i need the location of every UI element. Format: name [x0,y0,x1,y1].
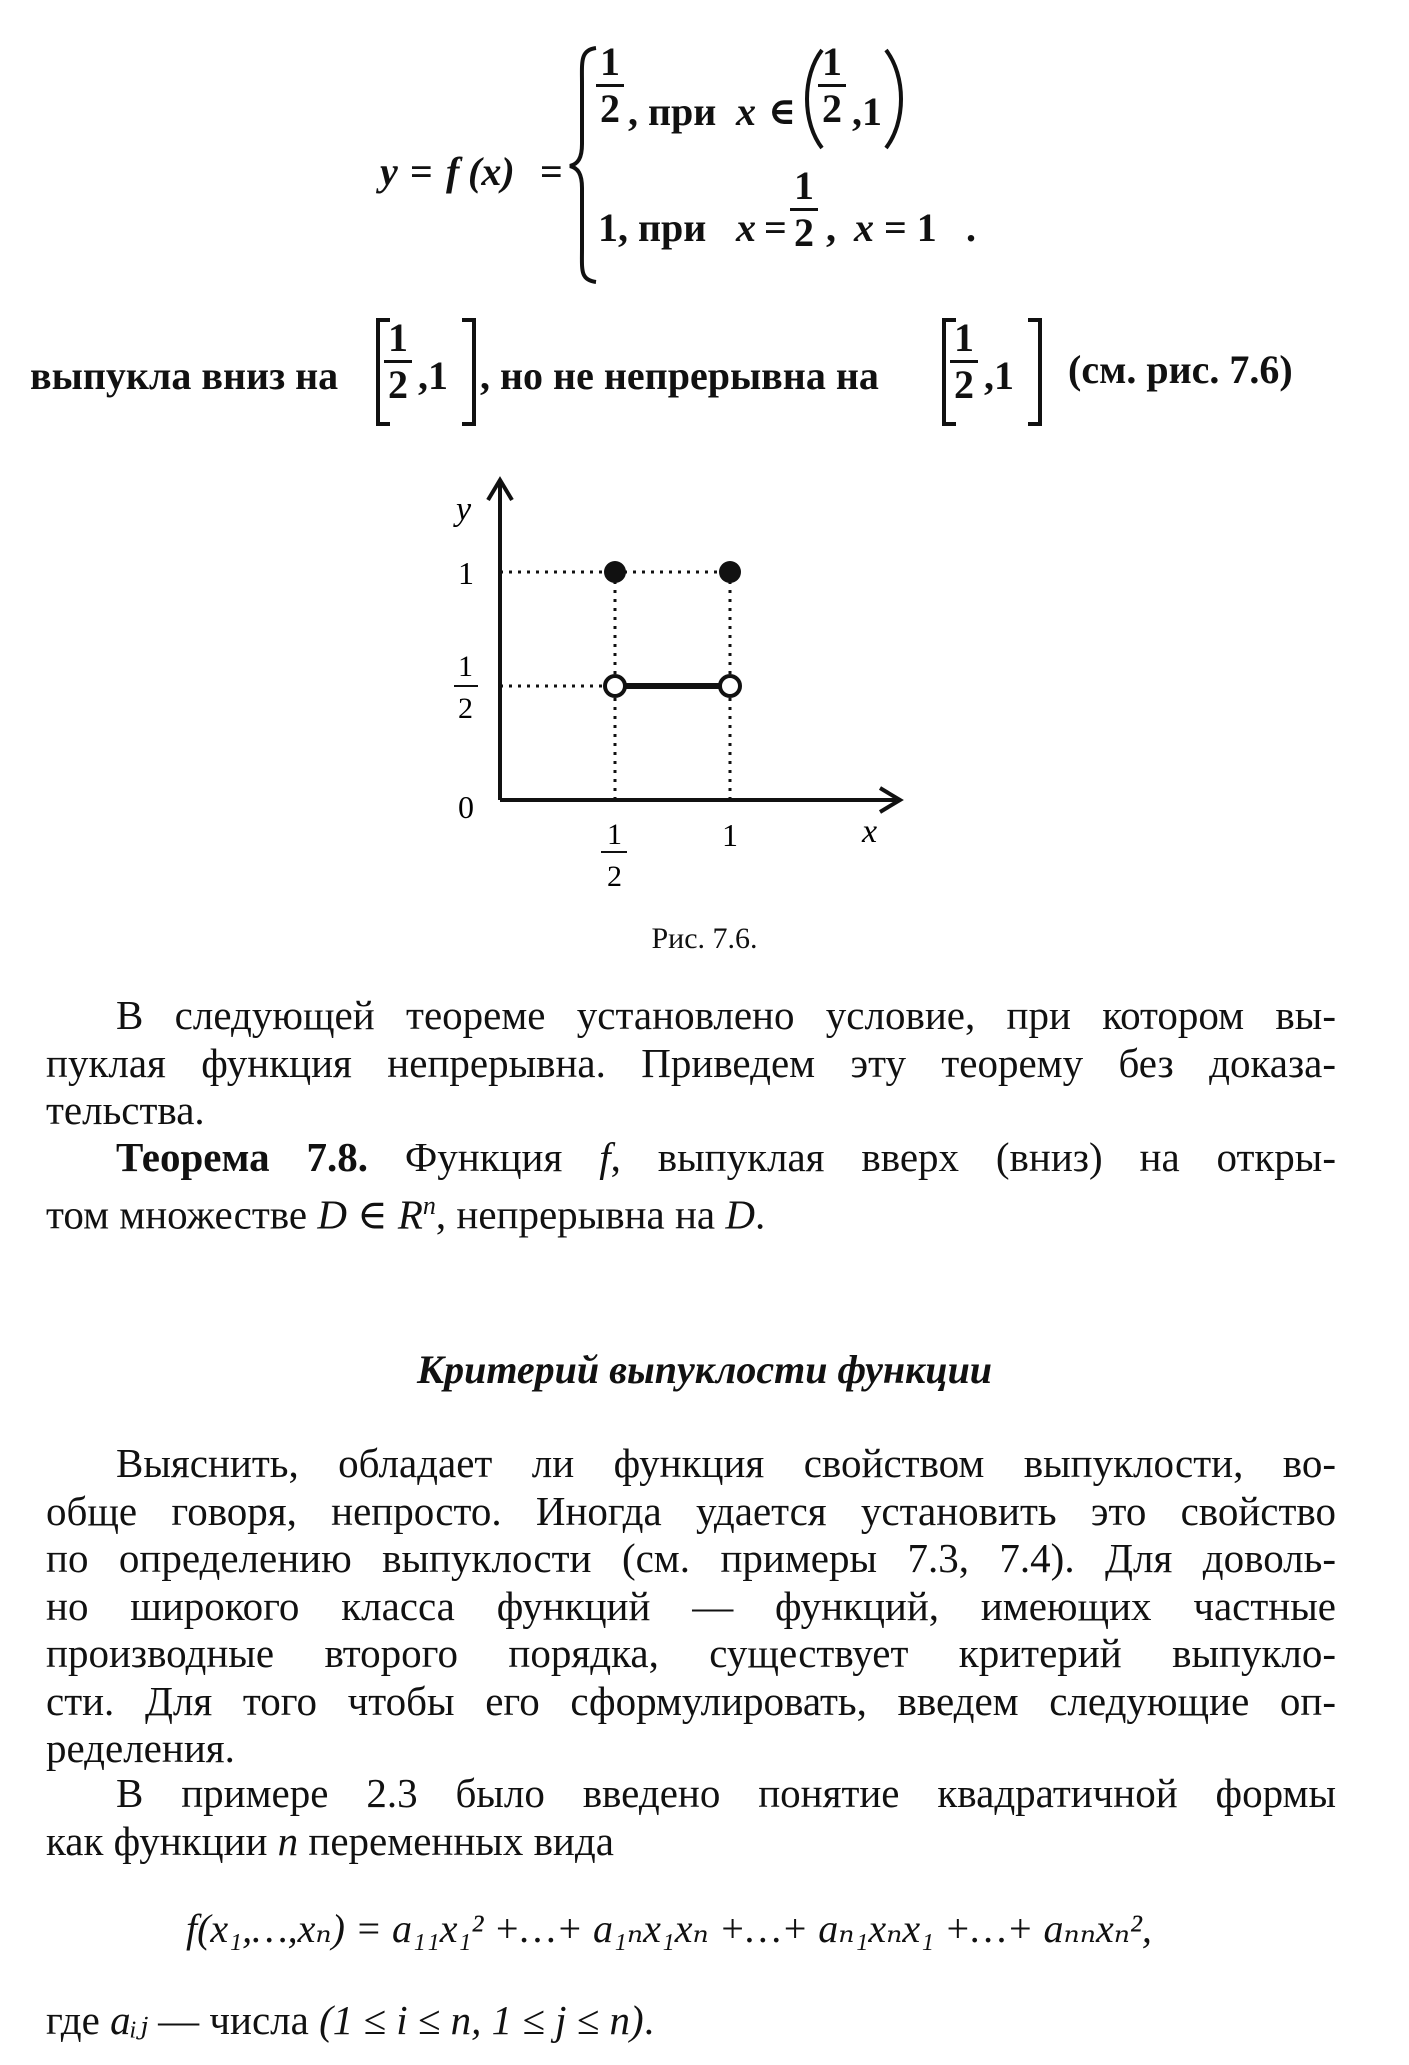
convex-int2 [950,315,978,407]
paragraph-2-line-3: по определению выпуклости (см. примеры 7.3, 7.4). Для доволь- [46,1535,1336,1581]
paragraph-2-line-1: Выяснить, обладает ли функция свойством выпуклости, во- [116,1440,1336,1486]
int2-den: 2 [954,362,974,407]
theorem-f: f [599,1134,611,1180]
paragraph-1-line-3: тельства. [46,1087,205,1133]
theorem-t3: том множестве [46,1191,308,1238]
convex-text3: (см. рис. 7.6) [1068,347,1293,392]
theorem-in: ∈ [357,1191,388,1238]
open-point-1 [605,676,625,696]
section-heading: Критерий выпуклости функции [416,1347,993,1392]
int2-end: ,1 [984,353,1014,398]
case1-value-num: 1 [596,42,624,87]
convex-text2: , но не непрерывна на [480,353,879,398]
paragraph-3-n: n [277,1817,299,1864]
y-tick-half-den: 2 [458,692,473,725]
x-axis-label: x [862,813,878,850]
case2-sep: , [826,205,836,250]
int1-den: 2 [388,362,408,407]
theorem-line-1 [46,1134,1336,1182]
figure-caption: Рис. 7.6. [651,922,758,955]
right-bracket-icon [1024,318,1044,428]
case1-int-den: 2 [822,86,842,131]
formula-lhs-y: y [380,149,398,194]
last-line-t4: . [643,1997,654,2043]
last-line-t2: — числа [158,1997,309,2043]
paragraph-3-t2: переменных вида [308,1817,614,1864]
int1-end: ,1 [418,353,448,398]
quadratic-form-formula: f(x₁,…,xₙ) = a₁₁x₁² +…+ a₁ₙx₁xₙ +…+ aₙ₁xₙx₁ +…+ aₙₙxₙ², [186,1906,1152,1951]
theorem-D: D [317,1191,347,1238]
closed-point-2 [719,561,741,583]
formula-lhs-eq: = [410,149,433,194]
int1-num: 1 [384,318,412,363]
case2-dot: . [966,205,976,250]
paragraph-2 [46,1440,1336,1773]
theorem-n: n [422,1190,436,1220]
int2-num: 1 [950,318,978,363]
case2-frac [790,163,818,255]
theorem-t2: , выпуклая вверх (вниз) на откры- [610,1134,1336,1180]
case2-eq2: = 1 [884,205,937,250]
case1-interval [818,39,846,131]
theorem-t5: . [754,1191,766,1238]
paragraph-3-t1: как функции [46,1817,268,1864]
case1-in: ∈ [768,91,797,133]
figure-7-6 [420,470,940,910]
case2-den: 2 [794,210,814,255]
case1-var: x [736,89,756,134]
theorem-R: R [397,1191,423,1238]
closed-point-1 [604,561,626,583]
paragraph-2-line-2: обще говоря, непросто. Иногда удается установить это свойство [46,1487,1336,1534]
case1-value-den: 2 [600,86,620,131]
open-point-2 [720,676,740,696]
paragraph-2-line-7: ределения. [46,1725,235,1771]
y-tick-half-num: 1 [458,650,473,683]
formula-lhs-eq2: = [540,149,563,194]
formula-lhs-x: (x) [468,149,515,194]
case2-value: 1, при [598,205,707,250]
paragraph-1-line-2: пуклая функция непрерывна. Приведем эту теорему без доказа- [46,1039,1336,1086]
theorem-7-8 [46,1134,1336,1239]
theorem-line-2 [46,1182,1336,1239]
case2-var2: x [854,205,874,250]
paragraph-1 [46,992,1336,1135]
case1-text: , при [628,89,717,134]
x-tick-half-num: 1 [607,818,622,851]
formula-lhs-f: f [446,149,460,194]
last-line-t1: где [46,1997,100,2043]
case1-int-num: 1 [818,42,846,87]
x-tick-label-1: 1 [722,817,738,853]
paragraph-3-line-1: В примере 2.3 было введено понятие квадратичной формы [116,1770,1336,1816]
origin-label: 0 [458,789,474,825]
case1-value [596,39,624,131]
theorem-t4: , непрерывна на [435,1191,716,1238]
x-tick-half-den: 2 [607,860,622,893]
paragraph-3 [46,1770,1336,1865]
theorem-t1: Функция [404,1134,563,1180]
paragraph-2-line-6: сти. Для того чтобы его сформулировать, введем следующие оп- [46,1677,1336,1724]
paragraph-1-line-1: В следующей теореме установлено условие, при котором вы- [116,992,1336,1038]
y-tick-label-1: 1 [458,555,474,591]
y-axis-label: y [456,491,472,528]
right-paren-icon [880,46,910,152]
convex-int1 [384,315,412,407]
paragraph-2-line-4: но широкого класса функций — функций, имеющих частные [46,1582,1336,1629]
case2-num: 1 [790,166,818,211]
right-bracket-icon [458,318,478,428]
last-line-aij: aᵢⱼ [110,1997,148,2043]
convex-text1: выпукла вниз на [30,353,339,398]
paragraph-3-line-2 [46,1818,1336,1866]
theorem-label: Теорема 7.8. [116,1134,368,1180]
case1-int-end: ,1 [852,89,882,134]
paragraph-2-line-5: производные второго порядка, существует критерий выпукло- [46,1630,1336,1676]
case2-var: x [736,205,756,250]
last-line [46,1996,654,2044]
last-line-t3: (1 ≤ i ≤ n, 1 ≤ j ≤ n) [319,1997,644,2043]
case2-eq: = [764,205,787,250]
theorem-D2: D [725,1191,755,1238]
